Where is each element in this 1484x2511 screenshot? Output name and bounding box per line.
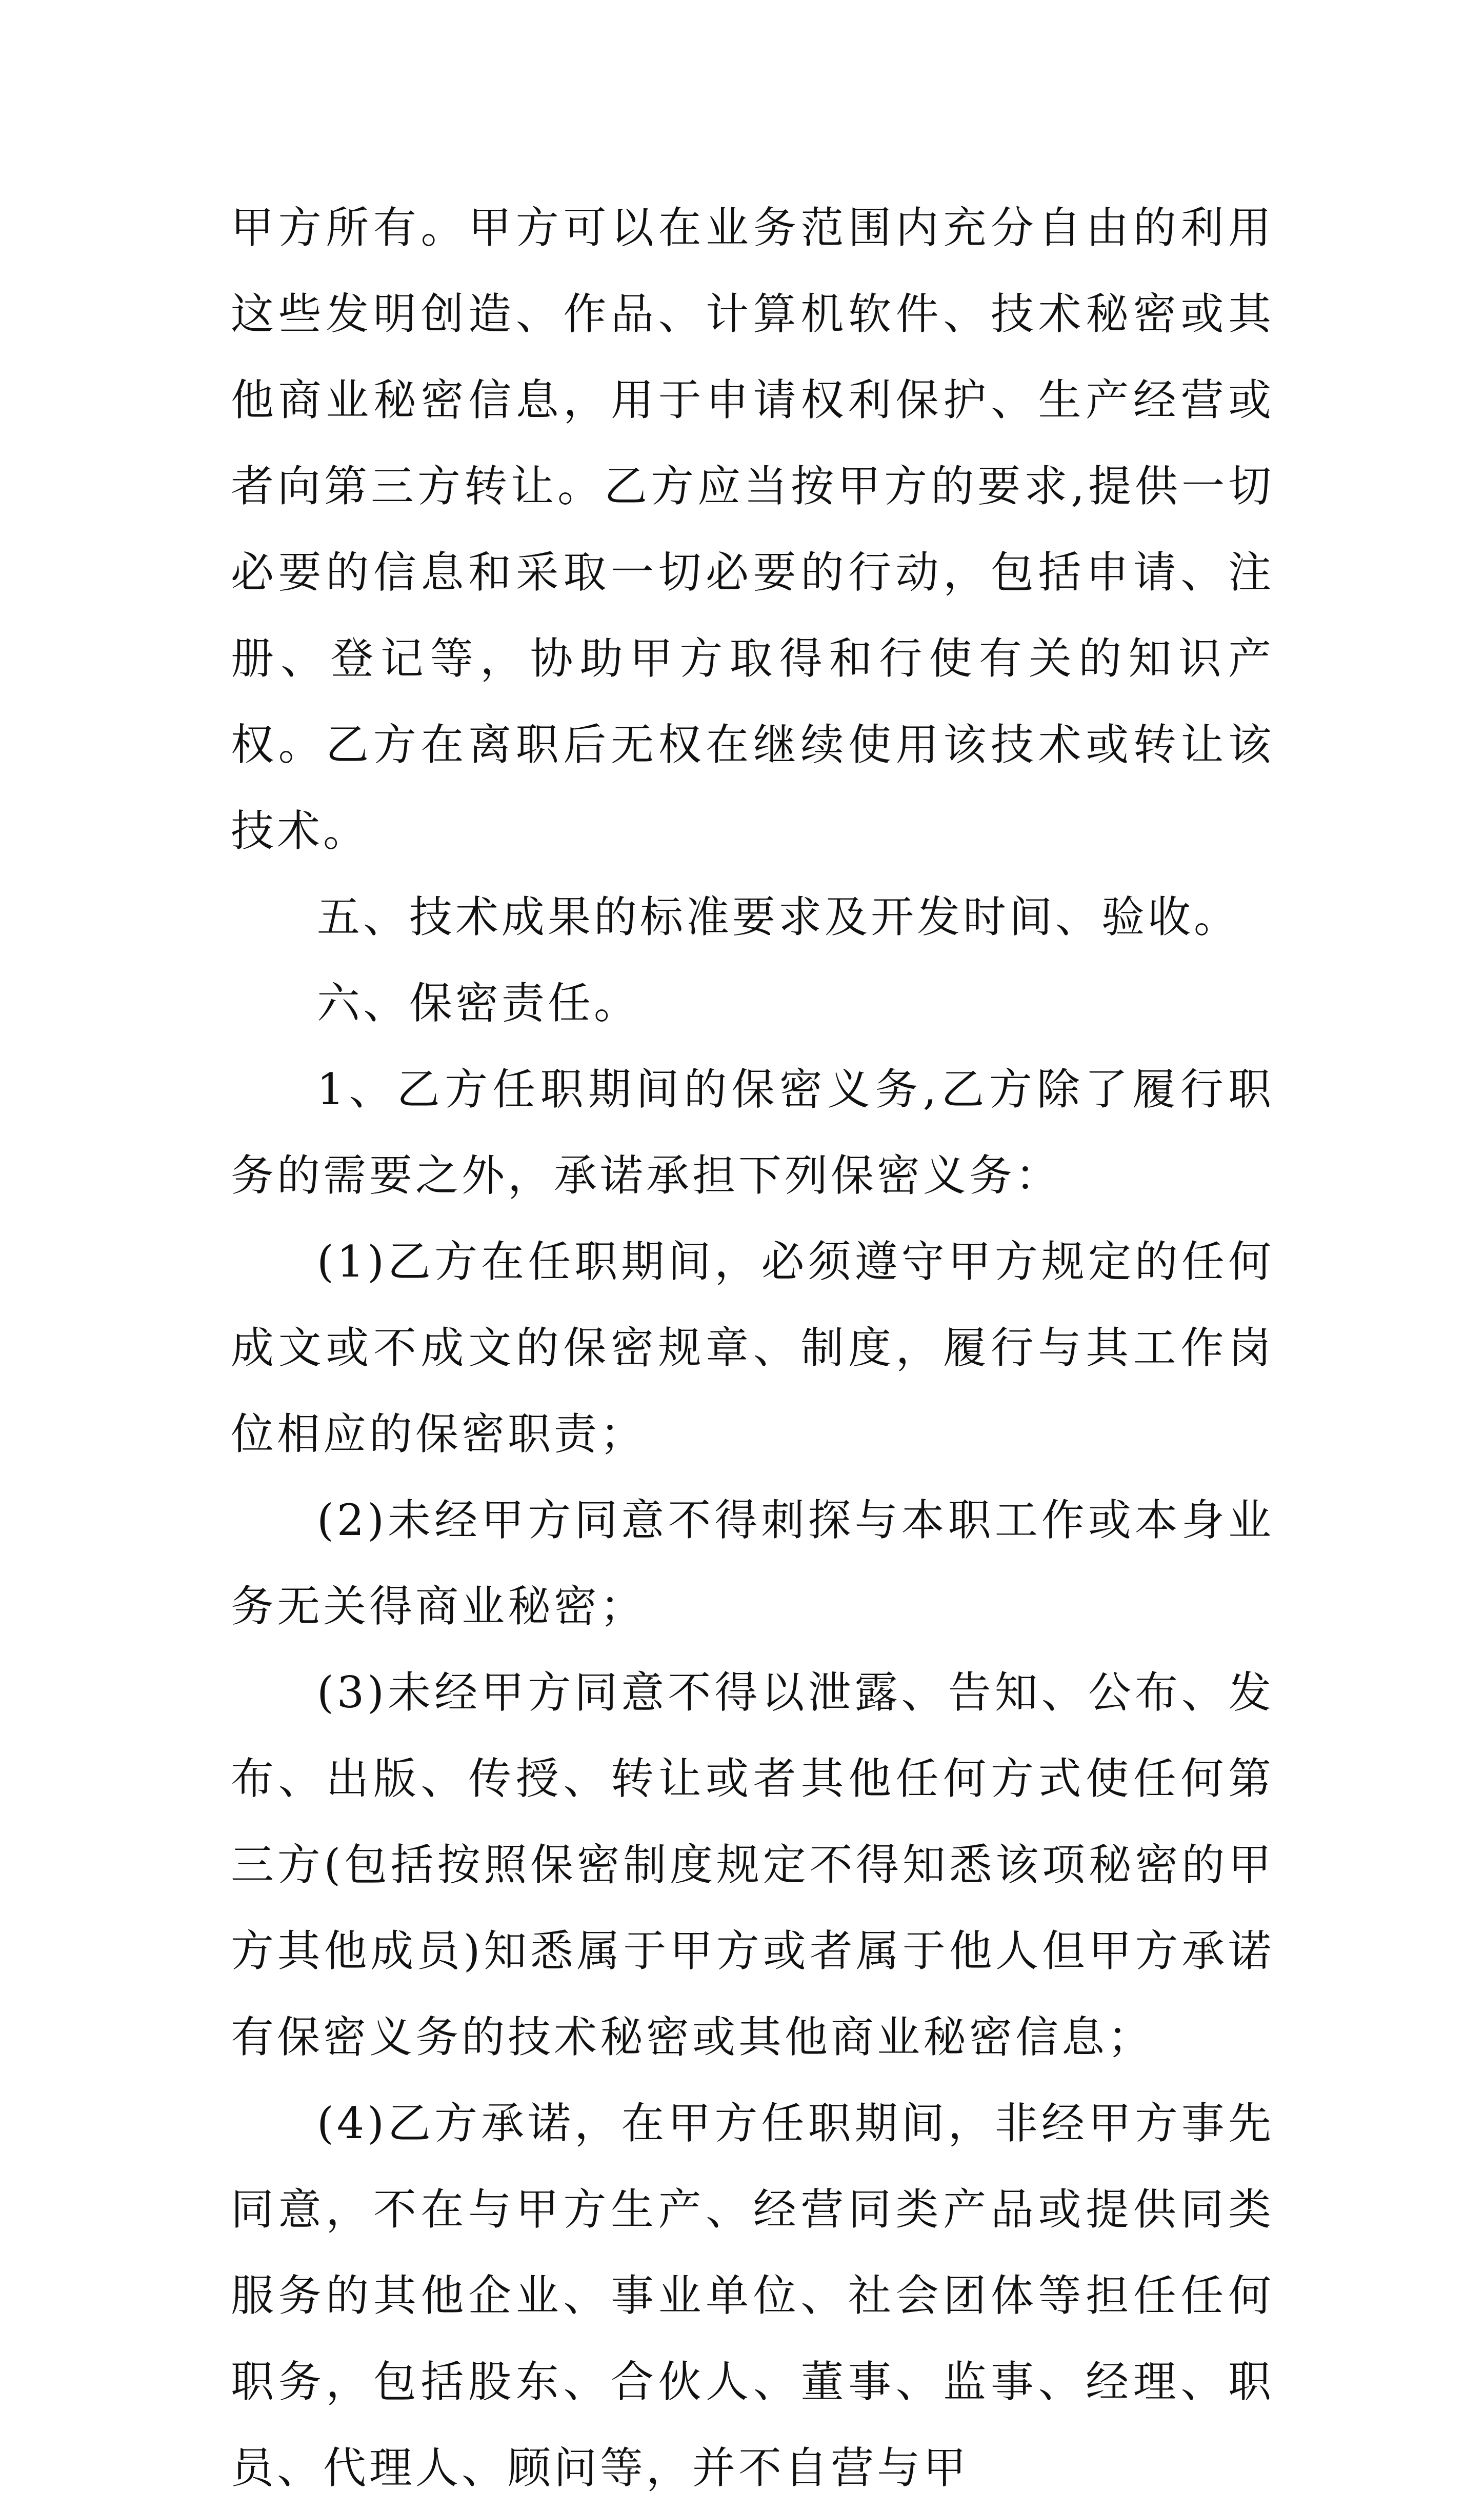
section-heading-six: 六、保密责任。 xyxy=(317,978,640,1028)
clause-1-item-1: (1)乙方在任职期间，必须遵守甲方规定的任何成文或不成文的保密规章、制度，履行与其工作岗位相应的保密职责； xyxy=(231,1237,1274,1459)
paragraph-continuation: 甲方所有。甲方可以在业务范围内充分自由的利用这些发明创造、作品、计算机软件、技术秘密或其他商业秘密信息，用于申请权利保护、生产经营或者向第三方转让。乙方应当按甲方的要求,提供一切必要的信息和采取一切必要的行动，包括申请、注册、登记等，协助甲方取得和行使有关的知识产权。乙方在离职后无权在继续使用该技术或转让该技术。 xyxy=(231,203,1274,856)
clause-1-item-2: (2)未经甲方同意不得刺探与本职工作或本身业务无关得商业秘密； xyxy=(231,1495,1274,1631)
document-body xyxy=(231,185,1274,2511)
clause-1: 1、乙方任职期间的保密义务,乙方除了履行职务的需要之外，承诺承担下列保密义务： xyxy=(231,1064,1274,1201)
section-heading-five: 五、技术成果的标准要求及开发时间、验收。 xyxy=(317,892,1240,942)
clause-1-item-3: (3)未经甲方同意不得以泄露、告知、公布、发布、出版、传授、转让或者其他任何方式使任何第三方(包括按照保密制度规定不得知悉该项秘密的甲方其他成员)知悉属于甲方或者属于他人但甲方承诺有保密义务的技术秘密或其他商业秘密信息； xyxy=(231,1667,1274,2062)
clause-1-item-4: (4)乙方承诺，在甲方任职期间，非经甲方事先同意，不在与甲方生产、经营同类产品或提供同类服务的其他企业、事业单位、社会团体等担任任何职务，包括股东、合伙人、董事、监事、经理、职员、代理人、顾问等，并不自营与甲 xyxy=(231,2098,1274,2493)
